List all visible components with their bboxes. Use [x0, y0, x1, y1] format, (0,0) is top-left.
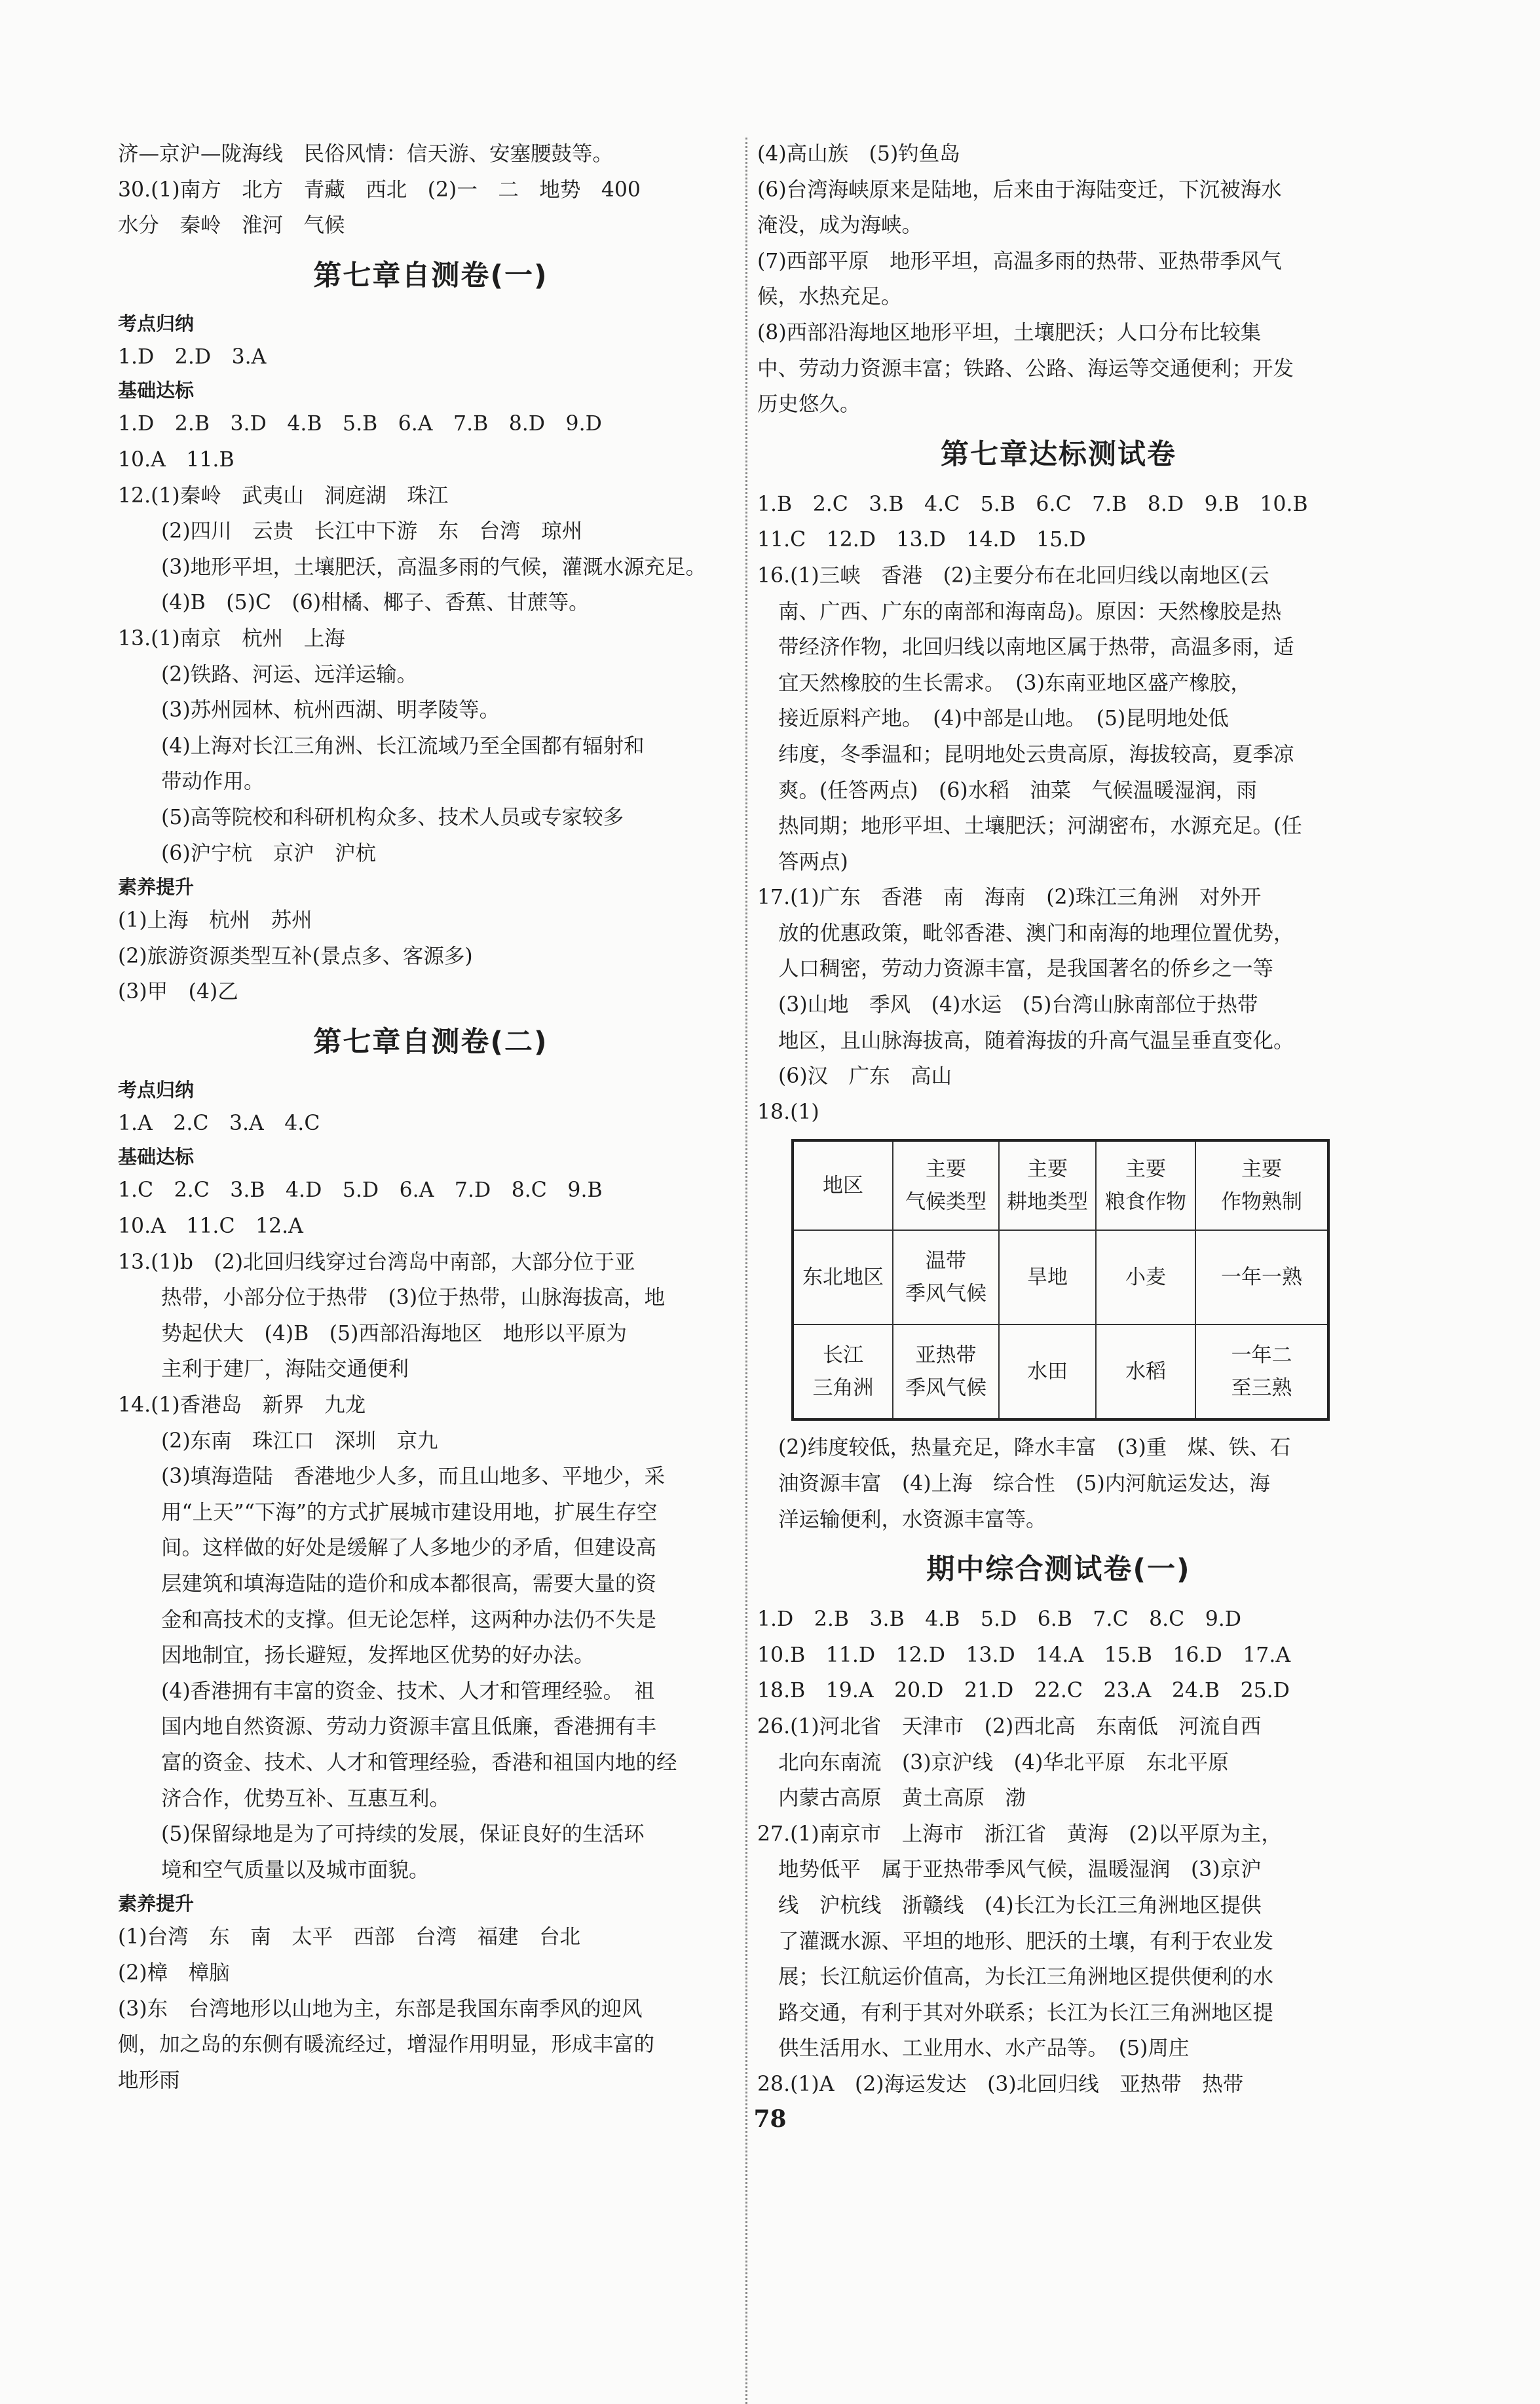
answer-line: 金和高技术的支撑。但无论怎样，这两种办法仍不失是 [161, 1607, 657, 1632]
answer-line: (3)填海造陆 香港地少人多，而且山地多、平地少，采 [161, 1465, 666, 1489]
answer-line: 层建筑和填海造陆的造价和成本都很高，需要大量的资 [161, 1572, 657, 1596]
section-heading: 基础达标 [118, 379, 195, 402]
answer-line: 南、广西、广东的南部和海南岛)。原因：天然橡胶是热 [778, 599, 1282, 624]
answer-line: 北向东南流 (3)京沪线 (4)华北平原 东北平原 [778, 1750, 1229, 1775]
answer-line: 12.(1)秦岭 武夷山 洞庭湖 珠江 [118, 483, 449, 508]
answer-line: 济合作，优势互补、互惠互利。 [161, 1786, 451, 1811]
answer-line: (3)苏州园林、杭州西湖、明孝陵等。 [161, 698, 500, 723]
answer-line: 26.(1)河北省 天津市 (2)西北高 东南低 河流自西 [757, 1715, 1262, 1738]
answer-line: (4)B (5)C (6)柑橘、椰子、香蕉、甘蔗等。 [161, 591, 590, 615]
answer-line: 中、劳动力资源丰富；铁路、公路、海运等交通便利；开发 [757, 356, 1294, 381]
answer-line: (6)沪宁杭 京沪 沪杭 [161, 841, 377, 865]
answer-line: 用“上天”“下海”的方式扩展城市建设用地，扩展生存空 [161, 1500, 658, 1524]
answer-line: (2)铁路、河运、远洋运输。 [161, 662, 418, 686]
table-cell: 一年二 至三熟 [1195, 1324, 1328, 1419]
answer-line: 17.(1)广东 香港 南 海南 (2)珠江三角洲 对外开 [757, 886, 1262, 910]
answer-line: 宜天然橡胶的生长需求。 (3)东南亚地区盛产橡胶， [778, 671, 1251, 695]
answer-line: (6)汉 广东 高山 [778, 1064, 952, 1089]
answer-line: (2)纬度较低，热量充足，降水丰富 (3)重 煤、铁、石 [778, 1436, 1291, 1460]
answer-line: (3)甲 (4)乙 [118, 980, 238, 1004]
table-cell: 温带 季风气候 [893, 1230, 999, 1324]
answer-line: 接近原料产地。 (4)中部是山地。 (5)昆明地处低 [778, 707, 1229, 731]
answer-line: (3)东 台湾地形以山地为主，东部是我国东南季风的迎风 [118, 1997, 643, 2021]
answer-line: 1.A 2.C 3.A 4.C [118, 1111, 320, 1135]
section-title: 第七章达标测试卷 [941, 438, 1176, 471]
table-header-cell: 主要 耕地类型 [999, 1140, 1096, 1230]
table-cell: 水田 [999, 1324, 1096, 1419]
table-cell: 小麦 [1096, 1230, 1195, 1324]
answer-line: 境和空气质量以及城市面貌。 [161, 1858, 430, 1882]
answer-line: 油资源丰富 (4)上海 综合性 (5)内河航运发达，海 [778, 1472, 1270, 1496]
section-heading: 考点归纳 [118, 1078, 195, 1101]
answer-line: (1)台湾 东 南 太平 西部 台湾 福建 台北 [118, 1925, 581, 1949]
table-cell: 东北地区 [793, 1230, 893, 1324]
farming-regions-table [791, 1139, 1330, 1421]
answer-line: 28.(1)A (2)海运发达 (3)北回归线 亚热带 热带 [757, 2072, 1244, 2096]
answer-line: 1.D 2.D 3.A [118, 345, 267, 369]
answer-line: 间。这样做的好处是缓解了人多地少的矛盾，但建设高 [161, 1536, 657, 1560]
answer-line: 纬度，冬季温和；昆明地处云贵高原，海拔较高，夏季凉 [778, 742, 1294, 766]
answer-line: 放的优惠政策，毗邻香港、澳门和南海的地理位置优势， [778, 921, 1294, 945]
answer-line: 16.(1)三峡 香港 (2)主要分布在北回归线以南地区(云 [757, 563, 1269, 588]
answer-line: 历史悠久。 [757, 392, 861, 417]
section-title: 第七章自测卷(二) [313, 1025, 548, 1059]
table-header-cell: 主要 气候类型 [893, 1140, 999, 1230]
answer-line: 展；长江航运价值高，为长江三角洲地区提供便利的水 [778, 1965, 1274, 1989]
section-heading: 素养提升 [118, 1892, 195, 1915]
answer-line: 内蒙古高原 黄土高原 渤 [778, 1786, 1026, 1811]
answer-line: 路交通，有利于其对外联系；长江为长江三角洲地区提 [778, 2000, 1274, 2025]
answer-line: (2)东南 珠江口 深圳 京九 [161, 1429, 438, 1453]
table-header-row [793, 1140, 1328, 1230]
answer-line: 热带，小部分位于热带 (3)位于热带，山脉海拔高，地 [161, 1286, 666, 1310]
answer-line: 爽。(任答两点) (6)水稻 油菜 气候温暖湿润，雨 [778, 778, 1257, 802]
answer-line: (7)西部平原 地形平坦，高温多雨的热带、亚热带季风气 [757, 249, 1282, 273]
answer-line: (8)西部沿海地区地形平坦，土壤肥沃；人口分布比较集 [757, 320, 1262, 345]
page-number: 78 [753, 2105, 787, 2133]
answer-line: (5)高等院校和科研机构众多、技术人员或专家较多 [161, 805, 624, 829]
answer-line: 10.A 11.C 12.A [118, 1214, 303, 1239]
table-header-cell: 地区 [793, 1140, 893, 1230]
answer-line: 候，水热充足。 [757, 285, 902, 309]
answer-line: 27.(1)南京市 上海市 浙江省 黄海 (2)以平原为主， [757, 1822, 1282, 1846]
answer-line: 势起伏大 (4)B (5)西部沿海地区 地形以平原为 [161, 1321, 627, 1345]
answer-line: 30.(1)南方 北方 青藏 西北 (2)一 二 地势 400 [118, 178, 641, 202]
section-heading: 基础达标 [118, 1146, 195, 1169]
answer-line: 11.C 12.D 13.D 14.D 15.D [757, 528, 1086, 552]
answer-line: (2)旅游资源类型互补(景点多、客源多) [118, 944, 473, 968]
answer-line: 了灌溉水源、平坦的地形、肥沃的土壤，有利于农业发 [778, 1929, 1274, 1953]
answer-line: (3)山地 季风 (4)水运 (5)台湾山脉南部位于热带 [778, 993, 1258, 1017]
answer-line: (2)四川 云贵 长江中下游 东 台湾 琼州 [161, 519, 583, 544]
table-cell: 一年一熟 [1195, 1230, 1328, 1324]
answer-line: 富的资金、技术、人才和管理经验，香港和祖国内地的经 [161, 1750, 677, 1775]
answer-line: 国内地自然资源、劳动力资源丰富且低廉，香港拥有丰 [161, 1715, 657, 1739]
answer-line: 线 沪杭线 浙赣线 (4)长江为长江三角洲地区提供 [778, 1893, 1262, 1917]
table-row [793, 1230, 1328, 1324]
answer-line: 答两点) [778, 850, 848, 874]
answer-line: 侧，加之岛的东侧有暖流经过，增湿作用明显，形成丰富的 [118, 2033, 655, 2057]
table-cell: 亚热带 季风气候 [893, 1324, 999, 1419]
answer-line: 水分 秦岭 淮河 气候 [118, 214, 345, 238]
table-cell: 旱地 [999, 1230, 1096, 1324]
right-column [757, 136, 1360, 2103]
answer-line: 1.C 2.C 3.B 4.D 5.D 6.A 7.D 8.C 9.B [118, 1178, 603, 1203]
answer-line: 带动作用。 [161, 770, 265, 794]
answer-line: 1.D 2.B 3.D 4.B 5.B 6.A 7.B 8.D 9.D [118, 412, 602, 436]
answer-line: 洋运输便利，水资源丰富等。 [778, 1507, 1047, 1531]
answer-line: 13.(1)南京 杭州 上海 [118, 626, 345, 650]
answer-line: (1)上海 杭州 苏州 [118, 909, 312, 933]
section-title: 第七章自测卷(一) [313, 259, 548, 292]
answer-line: (5)保留绿地是为了可持续的发展，保证良好的生活环 [161, 1822, 645, 1847]
table-row [793, 1324, 1328, 1419]
answer-line: (2)樟 樟脑 [118, 1961, 230, 1985]
answer-line: 1.D 2.B 3.B 4.B 5.D 6.B 7.C 8.C 9.D [757, 1607, 1242, 1632]
answer-line: 人口稠密，劳动力资源丰富，是我国著名的侨乡之一等 [778, 957, 1274, 981]
section-heading: 考点归纳 [118, 312, 195, 335]
section-title: 期中综合测试卷(一) [926, 1553, 1191, 1587]
answer-line: 地区，且山脉海拔高，随着海拔的升高气温呈垂直变化。 [778, 1028, 1294, 1053]
table-header-cell: 主要 粮食作物 [1096, 1140, 1195, 1230]
answer-line: 因地制宜，扬长避短，发挥地区优势的好办法。 [161, 1643, 595, 1668]
section-heading: 素养提升 [118, 876, 195, 899]
answer-line: 18.(1) [757, 1100, 819, 1124]
answer-line: (6)台湾海峡原来是陆地，后来由于海陆变迁，下沉被海水 [757, 178, 1282, 202]
answer-line: 供生活用水、工业用水、水产品等。 (5)周庄 [778, 2037, 1190, 2061]
answer-line: 1.B 2.C 3.B 4.C 5.B 6.C 7.B 8.D 9.B 10.B [757, 492, 1308, 516]
answer-line: 带经济作物，北回归线以南地区属于热带，高温多雨，适 [778, 635, 1294, 660]
answer-line: 淹没，成为海峡。 [757, 214, 923, 238]
column-divider [745, 138, 747, 2404]
answer-line: 济—京沪—陇海线 民俗风情：信天游、安塞腰鼓等。 [118, 142, 614, 166]
left-column [118, 136, 743, 2098]
answer-line: 地势低平 属于亚热带季风气候，温暖湿润 (3)京沪 [778, 1858, 1262, 1882]
table-cell: 长江 三角洲 [793, 1324, 893, 1419]
answer-line: 14.(1)香港岛 新界 九龙 [118, 1393, 366, 1418]
answer-line: (4)上海对长江三角洲、长江流域乃至全国都有辐射和 [161, 734, 645, 758]
table-header-cell: 主要 作物熟制 [1195, 1140, 1328, 1230]
answer-line: (4)香港拥有丰富的资金、技术、人才和管理经验。 祖 [161, 1679, 655, 1703]
answer-line: 10.B 11.D 12.D 13.D 14.A 15.B 16.D 17.A [757, 1643, 1291, 1667]
answer-line: 13.(1)b (2)北回归线穿过台湾岛中南部，大部分位于亚 [118, 1250, 635, 1274]
answer-line: 主利于建厂，海陆交通便利 [161, 1357, 409, 1381]
answer-line: 地形雨 [118, 2068, 180, 2092]
table-cell: 水稻 [1096, 1324, 1195, 1419]
answer-line: (4)高山族 (5)钓鱼岛 [757, 142, 960, 166]
answer-line: 18.B 19.A 20.D 21.D 22.C 23.A 24.B 25.D [757, 1679, 1290, 1703]
answer-line: (3)地形平坦，土壤肥沃，高温多雨的气候，灌溉水源充足。 [161, 555, 707, 579]
answer-line: 热同期；地形平坦、土壤肥沃；河湖密布，水源充足。(任 [778, 814, 1302, 838]
answer-line: 10.A 11.B [118, 447, 235, 472]
